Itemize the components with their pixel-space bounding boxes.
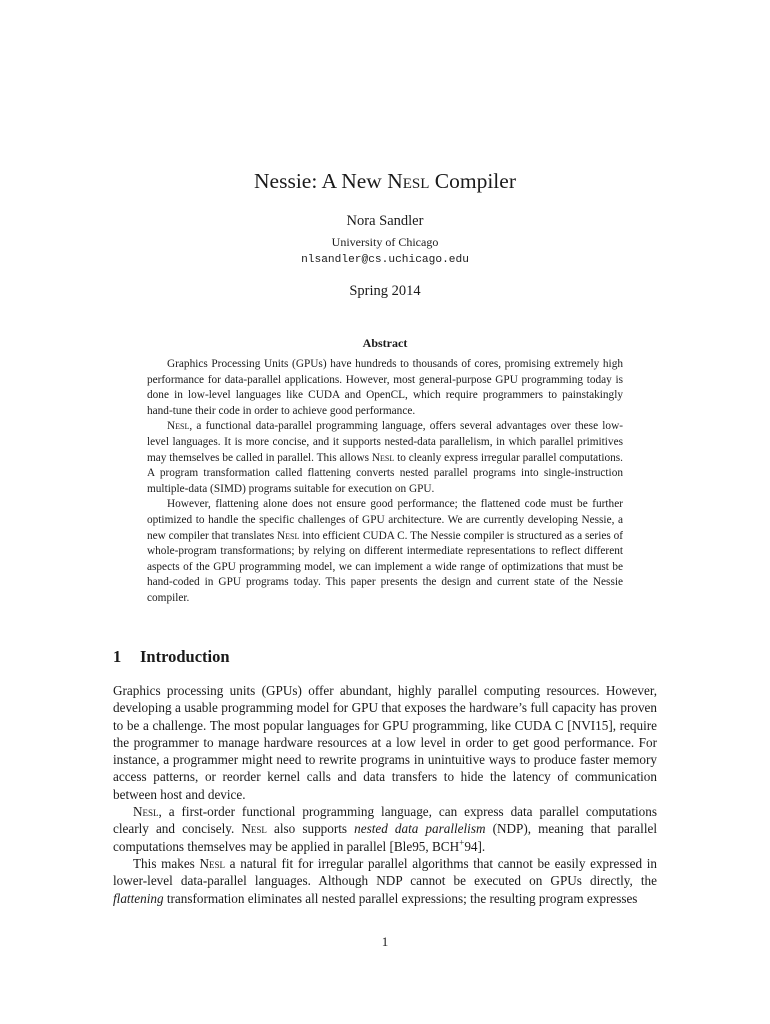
author-name: Nora Sandler (346, 213, 424, 229)
section-title: Introduction (140, 647, 230, 666)
abstract-paragraph-2: Nesl, a functional data-parallel programming language, offers several advantages over these low-level languages. It is more concise, and it supports nested-data parallelism, in which parallel primitives may themselves be called in parallel. This allows Nesl to cleanly express irregular parallel computations. A program transformation called flattening converts nested parallel programs into single-instruction multiple-data (SIMD) programs suitable for execution on GPU. (147, 420, 623, 495)
abstract-body (147, 357, 623, 607)
page-number: 1 (381, 934, 389, 949)
body-paragraph-1: Graphics processing units (GPUs) offer abundant, highly parallel computing resources. However, developing a usable programming model for GPU that exposes the hardware’s full capacity has proven to be a challenge. The most popular languages for GPU programming, like CUDA C [NVI15], require the programmer to manage hardware resources at a low level in order to get good performance. For instance, a programmer might need to rewrite programs in unintuitive ways to produce faster memory access patterns, or reorder kernel calls and data transfers to hide the latency of communication between host and device. (113, 683, 657, 802)
abstract-paragraph-3: However, flattening alone does not ensure good performance; the flattened code must be further optimized to handle the specific challenges of GPU architecture. We are currently developing Nessie, a new compiler that translates Nesl into efficient CUDA C. The Nessie compiler is structured as a series of whole-program transformations; by relying on different intermediate representations to reflect different aspects of the GPU programming model, we can implement a wide range of optimizations that must be hand-coded in GPU programs today. This paper presents the design and current state of the Nessie compiler. (147, 498, 623, 604)
title-text-end: Compiler (429, 169, 516, 193)
paper-date: Spring 2014 (349, 283, 421, 299)
paper-title (0, 167, 770, 195)
abstract-paragraph-1: Graphics Processing Units (GPUs) have hundreds to thousands of cores, promising extremely high performance for data-parallel applications. However, most general-purpose GPU programming today is done in low-level languages like CUDA and OpenCL, which require programmers to painstakingly hand-tune their code in order to achieve good performance. (147, 358, 623, 417)
body-paragraph-2: Nesl, a first-order functional programming language, can express data parallel computations clearly and concisely. Nesl also supports nested data parallelism (NDP), meaning that parallel computations themselves may be applied in parallel [Ble95, BCH+94]. (113, 804, 658, 854)
section-number: 1 (113, 647, 122, 666)
body-paragraph-3: This makes Nesl a natural fit for irregular parallel algorithms that cannot be easily expressed in lower-level data-parallel languages. Although NDP cannot be executed on GPUs directly, the flattening transformation eliminates all nested parallel expressions; the resulting program expresses (113, 855, 658, 906)
title-nesl: Nesl (387, 169, 430, 193)
author-email: nlsandler@cs.uchicago.edu (301, 254, 469, 266)
abstract-heading: Abstract (362, 336, 408, 350)
title-text: Nessie: A New (254, 169, 388, 193)
author-affiliation: University of Chicago (331, 235, 439, 249)
section-heading (113, 646, 230, 668)
section-body (113, 682, 657, 907)
